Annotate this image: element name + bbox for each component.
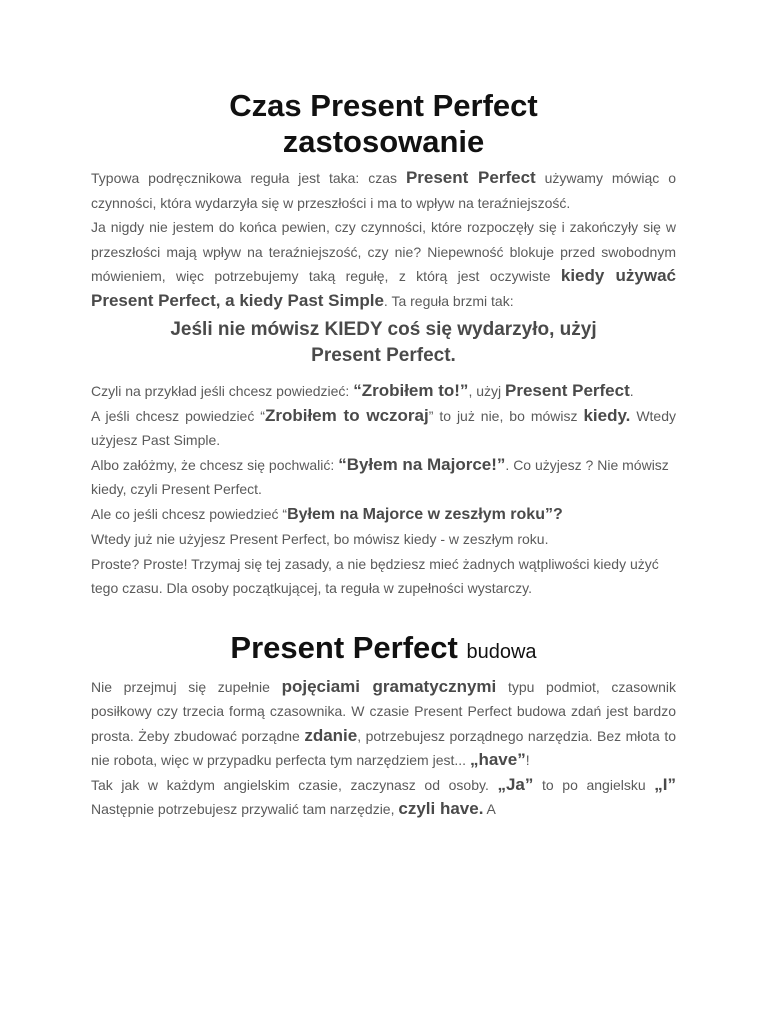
text: . Co użyjesz ? Nie mówisz kiedy, czyli Present Perfect. xyxy=(91,456,669,497)
text: Czyli na przykład jeśli chcesz powiedzieć: xyxy=(91,383,354,399)
emphasis: zdanie xyxy=(304,725,358,745)
paragraph-example-1 xyxy=(91,379,676,404)
text: A xyxy=(483,801,496,817)
text: Wtedy użyjesz Past Simple. xyxy=(91,407,676,448)
section-heading-structure xyxy=(91,601,676,671)
text: , użyj xyxy=(468,383,506,399)
emphasis: “Zrobiłem to!” xyxy=(353,381,469,400)
emphasis: czyli have. xyxy=(398,799,484,818)
paragraph-simple: Proste? Proste! Trzymaj się tej zasady, a nie będziesz mieć żadnych wątpliwości kiedy użyć tego czasu. Dla osoby początkującej, ta reguła w zupełności wystarczy. xyxy=(91,555,659,596)
emphasis: “Byłem na Majorce!” xyxy=(338,454,506,474)
emphasis: „have” xyxy=(469,750,526,769)
text: ! xyxy=(525,752,530,768)
text: A jeśli chcesz powiedzieć “ xyxy=(91,407,265,424)
text: to po angielsku xyxy=(533,776,655,793)
rule-line-1: Jeśli nie mówisz KIEDY coś się wydarzyło, użyj xyxy=(170,319,597,340)
text: Ja nigdy nie jestem do końca pewien, czy czynności, które rozpoczęły się i zakończyły się w przeszłości mają wpływ na teraźniejszość, czy nie? Niepewność blokuje przed swobodnym mówieniem, więc potrzebujemy taką regułę, z którą jest oczywiste xyxy=(91,219,676,284)
rule-statement xyxy=(91,317,676,369)
heading-light: budowa xyxy=(466,640,537,663)
page-title xyxy=(91,0,676,160)
rule-line-2: Present Perfect. xyxy=(311,345,456,366)
text: . Ta reguła brzmi tak: xyxy=(383,292,514,309)
emphasis: kiedy. xyxy=(583,405,631,425)
emphasis: „Ja” xyxy=(497,774,534,794)
paragraph-example-2 xyxy=(91,404,676,453)
emphasis: Present Perfect xyxy=(505,381,630,400)
paragraph-person xyxy=(91,773,676,822)
emphasis: pojęciami gramatycznymi xyxy=(281,676,497,696)
text: Albo załóżmy, że chcesz się pochwalić: xyxy=(91,456,339,473)
heading-strong: Present Perfect xyxy=(230,629,458,665)
paragraph-uncertainty xyxy=(91,215,676,313)
emphasis: Present Perfect xyxy=(405,168,536,187)
emphasis: „I” xyxy=(654,774,676,794)
paragraph-then: Wtedy już nie użyjesz Present Perfect, bo mówisz kiedy - w zeszłym roku. xyxy=(91,531,549,547)
paragraph-example-4 xyxy=(91,502,676,528)
emphasis: Zrobiłem to wczoraj xyxy=(264,405,429,425)
title-line-2: zastosowanie xyxy=(282,124,485,159)
text: Następnie potrzebujesz przywalić tam narzędzie, xyxy=(91,801,399,817)
paragraph-structure xyxy=(91,675,676,773)
paragraph-example-3 xyxy=(91,453,676,502)
text: typu podmiot, czasownik posiłkowy czy trzecia formą czasownika. W czasie Present Perfect budowa zdań jest bardzo prosta. Żeby zbudować porządne xyxy=(91,678,676,744)
title-line-1: Czas Present Perfect xyxy=(229,88,538,123)
text: , potrzebujesz porządnego narzędzia. Bez młota to nie robota, więc w przypadku perfecta tym narzędziem jest... xyxy=(91,727,677,768)
text: ” to już nie, bo mówisz xyxy=(428,407,584,424)
text: . xyxy=(629,383,634,399)
emphasis: kiedy używać Present Perfect, a kiedy Past Simple xyxy=(91,266,676,310)
text: Nie przejmuj się zupełnie xyxy=(91,678,282,695)
paragraph-intro xyxy=(91,166,676,215)
text: używamy mówiąc o czynności, która wydarzyła się w przeszłości i ma to wpływ na teraźniejszość. xyxy=(91,170,676,211)
text: Tak jak w każdym angielskim czasie, zaczynasz od osoby. xyxy=(91,776,498,793)
text: Ale co jeśli chcesz powiedzieć “ xyxy=(91,505,288,522)
emphasis: Byłem na Majorce w zeszłym roku”? xyxy=(287,505,563,523)
text: Typowa podręcznikowa reguła jest taka: czas xyxy=(91,170,406,186)
